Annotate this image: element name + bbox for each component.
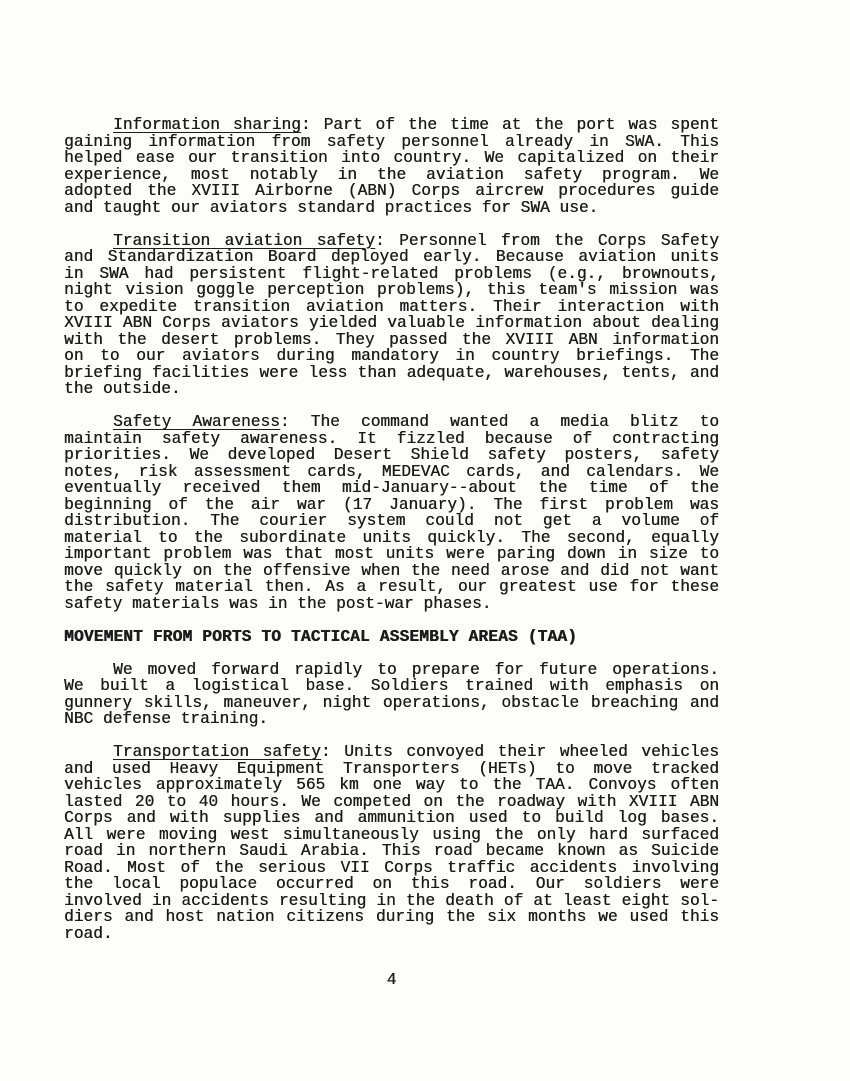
page-number: 4	[386, 971, 397, 989]
text-line: distribution. The courier system could not get a volume of	[64, 512, 719, 530]
paragraph-information-sharing	[64, 117, 719, 216]
text-line: in SWA had persistent flight-related problems (e.g., brownouts,	[64, 264, 719, 283]
paragraph-lead-underlined: Transportation safety	[113, 743, 321, 761]
paragraph-lead-underlined: Information sharing	[113, 116, 301, 134]
text-line	[64, 233, 719, 250]
text-line	[64, 744, 719, 761]
text-line-rest: We moved forward rapidly to prepare for future operations.	[113, 660, 719, 679]
text-line	[64, 662, 719, 679]
text-line: involved in accidents resulting in the death of at least eight sol-	[64, 891, 719, 910]
text-line: experience, most notably in the aviation safety program. We	[64, 165, 719, 184]
text-line	[64, 414, 719, 431]
text-line: Corps and with supplies and ammunition used to build log bases.	[64, 809, 719, 827]
paragraph-transition-aviation-safety	[64, 233, 719, 398]
text-line: gaining information from safety personnel already in SWA. This	[64, 132, 719, 151]
text-line: lasted 20 to 40 hours. We competed on the roadway with XVIII ABN	[64, 792, 719, 811]
text-line: priorities. We developed Desert Shield safety posters, safety	[64, 446, 719, 464]
text-line-rest: : Units convoyed their wheeled vehicles	[320, 743, 719, 761]
text-line: material to the subordinate units quickly. The second, equally	[64, 528, 719, 547]
text-line: on to our aviators during mandatory in country briefings. The	[64, 347, 719, 365]
text-line: We built a logistical base. Soldiers trained with emphasis on	[64, 677, 719, 695]
text-line: with the desert problems. They passed the XVIII ABN information	[64, 330, 719, 349]
text-line: safety materials was in the post-war phases.	[64, 594, 492, 613]
text-line: briefing facilities were less than adequate, warehouses, tents, and	[64, 363, 719, 382]
text-line: night vision goggle perception problems), this team's mission was	[64, 281, 719, 299]
text-line: beginning of the air war (17 January). The first problem was	[64, 495, 719, 514]
text-line: to expedite transition aviation matters. Their interaction with	[64, 297, 719, 316]
text-line: road.	[64, 924, 113, 943]
text-line-rest: : Personnel from the Corps Safety	[374, 231, 719, 250]
text-line: gunnery skills, maneuver, night operations, obstacle breaching and	[64, 693, 719, 712]
text-line: NBC defense training.	[64, 710, 268, 728]
text-line: road in northern Saudi Arabia. This road became known as Suicide	[64, 842, 719, 860]
text-line: and Standardization Board deployed early. Because aviation units	[64, 248, 719, 266]
text-line: the local populace occurred on this road. Our soldiers were	[64, 875, 719, 893]
text-line: adopted the XVIII Airborne (ABN) Corps aircrew procedures guide	[64, 182, 719, 200]
text-line	[64, 117, 719, 134]
text-line: vehicles approximately 565 km one way to the TAA. Convoys often	[64, 776, 719, 794]
text-line: XVIII ABN Corps aviators yielded valuable information about dealing	[64, 314, 719, 332]
text-line: and used Heavy Equipment Transporters (HETs) to move tracked	[64, 759, 719, 778]
text-line: and taught our aviators standard practices for SWA use.	[64, 198, 599, 217]
text-line-rest: : Part of the time at the port was spent	[300, 116, 719, 134]
text-line: notes, risk assessment cards, MEDEVAC cards, and calendars. We	[64, 462, 719, 481]
text-line: important problem was that most units were paring down in size to	[64, 545, 719, 563]
paragraph-transportation-safety	[64, 744, 719, 942]
text-line: the outside.	[64, 380, 181, 398]
text-line: the safety material then. As a result, our greatest use for these	[64, 578, 719, 596]
text-line: helped ease our transition into country. We capitalized on their	[64, 149, 719, 167]
paragraph-lead-underlined: Safety Awareness	[113, 413, 280, 431]
text-column	[64, 117, 719, 989]
text-line: Road. Most of the serious VII Corps traffic accidents involving	[64, 858, 719, 877]
text-line: diers and host nation citizens during the six months we used this	[64, 908, 719, 926]
text-line: maintain safety awareness. It fizzled because of contracting	[64, 429, 719, 448]
paragraph-safety-awareness	[64, 414, 719, 612]
section-heading: MOVEMENT FROM PORTS TO TACTICAL ASSEMBLY AREAS (TAA)	[64, 627, 577, 646]
text-line: move quickly on the offensive when the need arose and did not want	[64, 561, 719, 580]
text-line: All were moving west simultaneously using the only hard surfaced	[64, 825, 719, 844]
text-line: eventually received them mid-January--about the time of the	[64, 479, 719, 497]
text-line-rest: : The command wanted a media blitz to	[279, 413, 719, 431]
paragraph-lead-underlined: Transition aviation safety	[113, 231, 375, 250]
paragraph-movement-intro	[64, 662, 719, 728]
